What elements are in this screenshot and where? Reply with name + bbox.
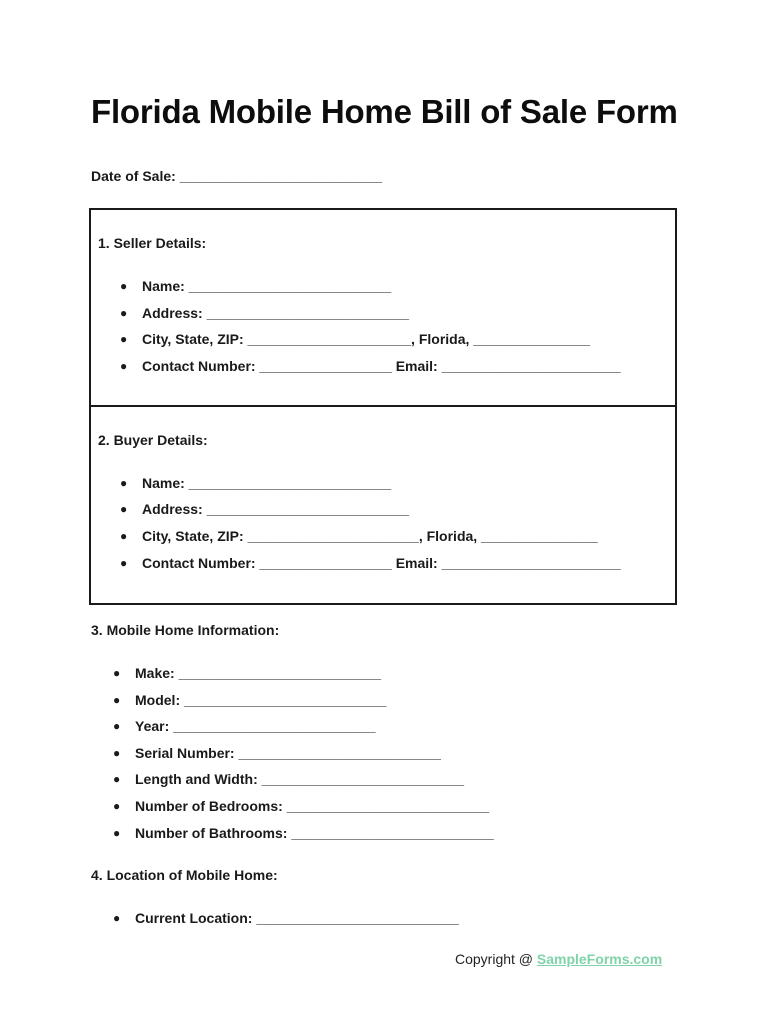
buyer-name-label: Name: __________________________ [142, 475, 392, 491]
home-make-field[interactable] [113, 665, 381, 681]
home-bathrooms-label: Number of Bathrooms: __________________________ [135, 825, 494, 841]
current-location-label: Current Location: __________________________ [135, 910, 459, 926]
bullet-icon: ● [120, 359, 128, 373]
home-bedrooms-field[interactable] [113, 798, 489, 814]
bullet-icon: ● [120, 279, 128, 293]
home-length-width-field[interactable] [113, 771, 464, 787]
bullet-icon: ● [113, 666, 121, 680]
bullet-icon: ● [120, 556, 128, 570]
home-make-label: Make: __________________________ [135, 665, 382, 681]
bullet-icon: ● [113, 826, 121, 840]
seller-name-label: Name: __________________________ [142, 278, 392, 294]
home-bathrooms-field[interactable] [113, 825, 494, 841]
home-length-width-label: Length and Width: __________________________ [135, 771, 465, 787]
buyer-city-state-zip-field[interactable] [120, 528, 598, 544]
sampleforms-link[interactable]: SampleForms.com [536, 951, 663, 967]
buyer-city-state-zip-label: City, State, ZIP: ______________________, Florida, _______________ [142, 528, 598, 544]
home-bedrooms-label: Number of Bedrooms: __________________________ [135, 798, 490, 814]
bullet-icon: ● [120, 332, 128, 346]
seller-city-state-zip-label: City, State, ZIP: _____________________, Florida, _______________ [142, 331, 591, 347]
buyer-address-label: Address: __________________________ [142, 501, 410, 517]
bullet-icon: ● [120, 529, 128, 543]
home-year-field[interactable] [113, 718, 376, 734]
home-model-field[interactable] [113, 692, 386, 708]
bullet-icon: ● [113, 772, 121, 786]
bullet-icon: ● [113, 911, 121, 925]
seller-contact-label: Contact Number: _________________ Email: _______________________ [142, 358, 621, 374]
bullet-icon: ● [120, 306, 128, 320]
copyright-footer [455, 951, 662, 967]
seller-address-field[interactable] [120, 305, 409, 321]
page-title: Florida Mobile Home Bill of Sale Form [91, 93, 678, 130]
location-heading: 4. Location of Mobile Home: [91, 867, 278, 883]
buyer-contact-label: Contact Number: _________________ Email: _______________________ [142, 555, 621, 571]
seller-address-label: Address: __________________________ [142, 305, 410, 321]
bullet-icon: ● [113, 799, 121, 813]
bullet-icon: ● [113, 746, 121, 760]
copyright-text: Copyright @ [455, 951, 537, 967]
home-serial-number-field[interactable] [113, 745, 441, 761]
buyer-heading: 2. Buyer Details: [98, 432, 208, 448]
buyer-contact-field[interactable] [120, 555, 621, 571]
home-info-heading: 3. Mobile Home Information: [91, 622, 280, 638]
buyer-address-field[interactable] [120, 501, 409, 517]
home-year-label: Year: __________________________ [135, 718, 376, 734]
bullet-icon: ● [120, 476, 128, 490]
seller-heading: 1. Seller Details: [98, 235, 207, 251]
home-serial-number-label: Serial Number: __________________________ [135, 745, 441, 761]
seller-name-field[interactable] [120, 278, 391, 294]
seller-city-state-zip-field[interactable] [120, 331, 590, 347]
current-location-field[interactable] [113, 910, 459, 926]
bullet-icon: ● [113, 719, 121, 733]
date-of-sale-field[interactable]: Date of Sale: __________________________ [91, 168, 383, 184]
seller-contact-field[interactable] [120, 358, 621, 374]
bullet-icon: ● [120, 502, 128, 516]
bullet-icon: ● [113, 693, 121, 707]
home-model-label: Model: __________________________ [135, 692, 387, 708]
buyer-name-field[interactable] [120, 475, 391, 491]
